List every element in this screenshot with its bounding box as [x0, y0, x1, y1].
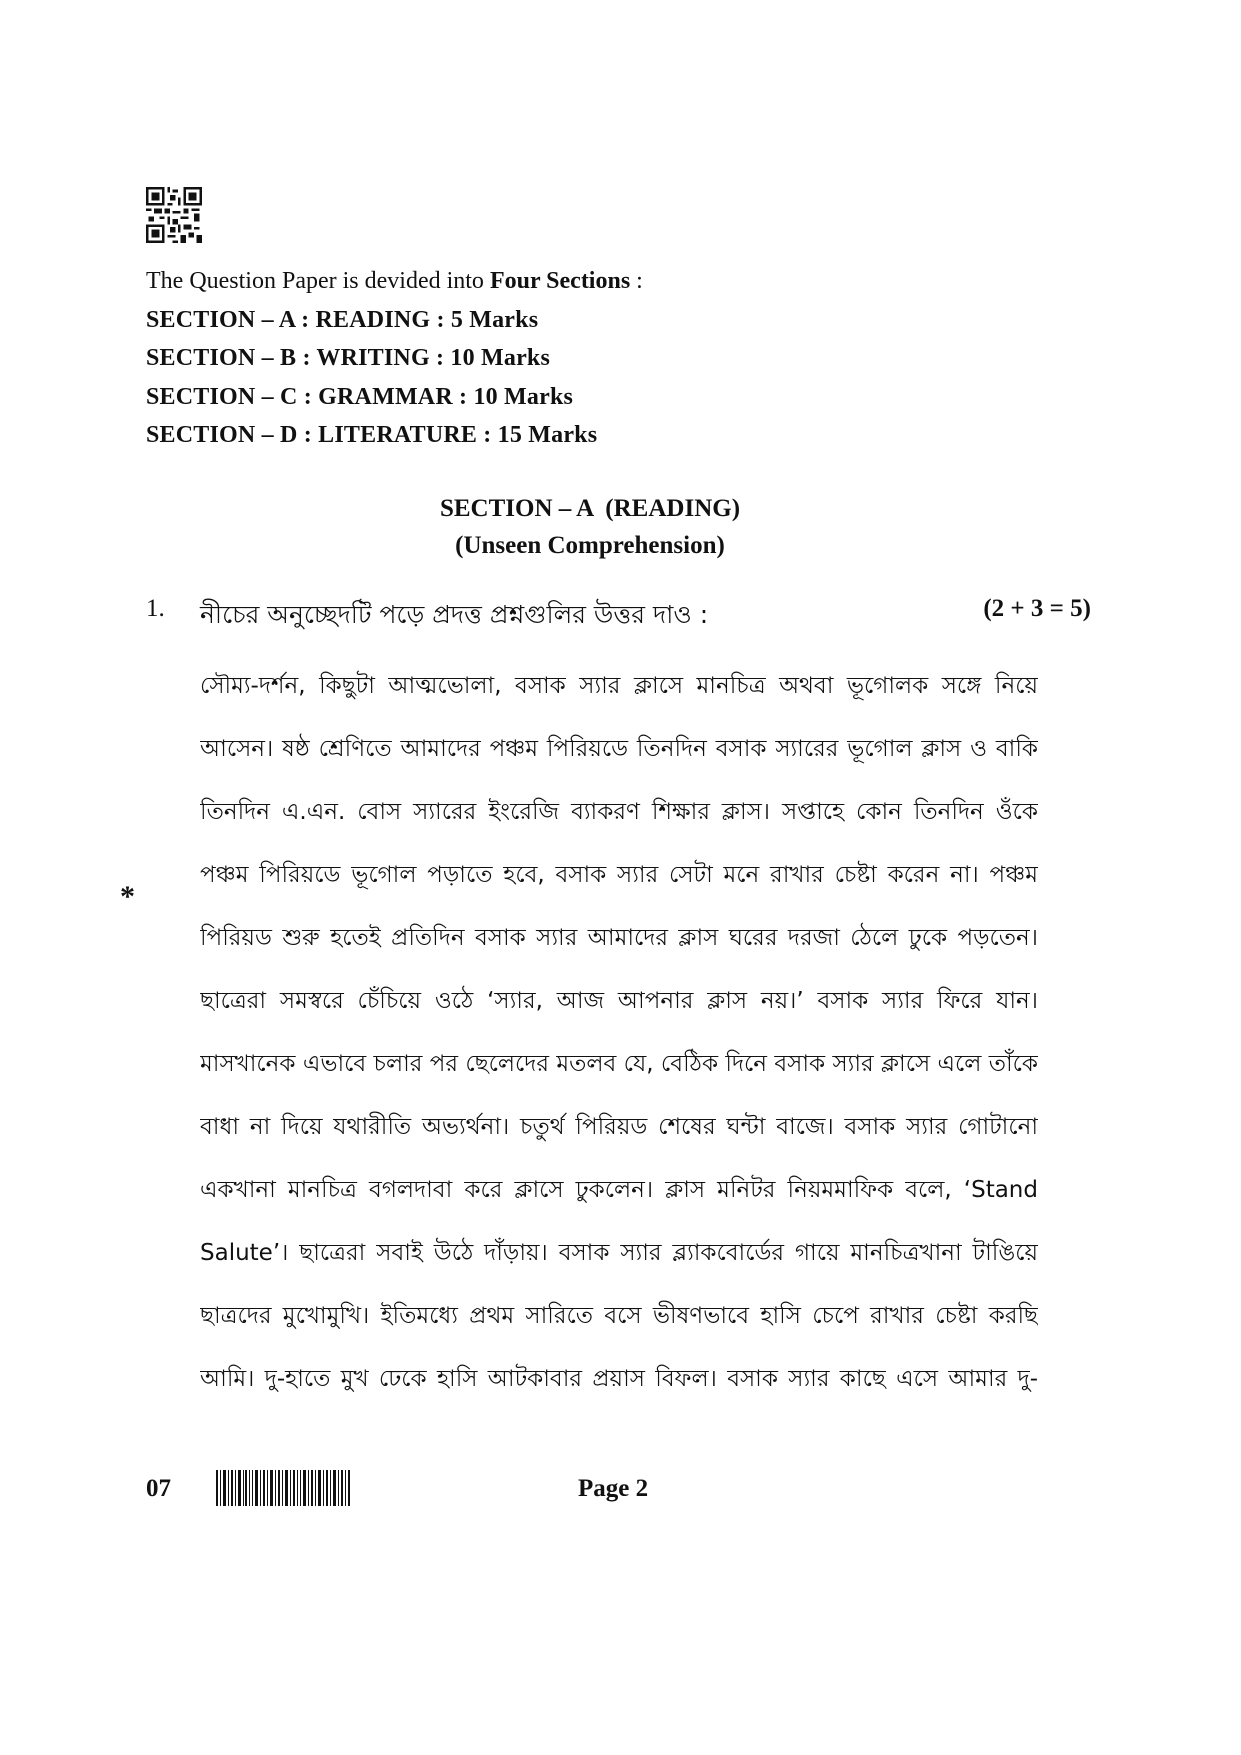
section-b-summary: SECTION – B : WRITING : 10 Marks [146, 345, 551, 371]
passage-line: পিরিয়ড শুরু হতেই প্রতিদিন বসাক স্যার আমাদের ক্লাস ঘরের দরজা ঠেলে ঢুকে পড়তেন। [200, 925, 1038, 951]
passage-line: একখানা মানচিত্র বগলদাবা করে ক্লাসে ঢুকলেন। ক্লাস মনিটর নিয়মমাফিক বলে, ‘Stand [200, 1177, 1038, 1203]
intro-text: The Question Paper is devided into [146, 268, 490, 294]
question-instruction: নীচের অনুচ্ছেদটি পড়ে প্রদত্ত প্রশ্নগুলির উত্তর দাও : [200, 600, 709, 629]
passage-line: তিনদিন এ.এন. বোস স্যারের ইংরেজি ব্যাকরণ শিক্ষার ক্লাস। সপ্তাহে কোন তিনদিন ওঁকে [200, 799, 1038, 825]
intro-suffix: : [630, 268, 643, 294]
passage-line: মাসখানেক এভাবে চলার পর ছেলেদের মতলব যে, বেঠিক দিনে বসাক স্যার ক্লাসে এলে তাঁকে [200, 1051, 1038, 1077]
passage-line: আমি। দু-হাতে মুখ ঢেকে হাসি আটকাবার প্রয়াস বিফল। বসাক স্যার কাছে এসে আমার দু- [200, 1366, 1038, 1392]
passage-line: সৌম্য-দর্শন, কিছুটা আত্মভোলা, বসাক স্যার ক্লাসে মানচিত্র অথবা ভূগোলক সঙ্গে নিয়ে [200, 673, 1038, 699]
section-overview [146, 262, 643, 455]
passage-line: আসেন। ষষ্ঠ শ্রেণিতে আমাদের পঞ্চম পিরিয়ডে তিনদিন বসাক স্যারের ভূগোল ক্লাস ও বাকি [200, 736, 1038, 762]
barcode-icon [216, 1470, 350, 1506]
section-title: SECTION – A (READING) [439, 495, 741, 522]
section-c-summary: SECTION – C : GRAMMAR : 10 Marks [146, 383, 574, 410]
qr-code-icon [146, 187, 202, 243]
passage-line: ছাত্রেরা সমস্বরে চেঁচিয়ে ওঠে ‘স্যার, আজ আপনার ক্লাস নয়।’ বসাক স্যার ফিরে যান। [200, 988, 1038, 1014]
section-heading [0, 490, 1180, 564]
question-marks: (2 + 3 = 5) [983, 595, 1091, 622]
section-subtitle: (Unseen Comprehension) [455, 532, 725, 559]
passage-line: পঞ্চম পিরিয়ডে ভূগোল পড়াতে হবে, বসাক স্যার সেটা মনে রাখার চেষ্টা করেন না। পঞ্চম [200, 862, 1038, 888]
intro-line [146, 262, 643, 301]
comprehension-passage [200, 665, 1038, 1421]
margin-asterisk: * [120, 880, 135, 913]
intro-bold-text: Four Sections [489, 268, 631, 294]
passage-line: ছাত্রদের মুখোমুখি। ইতিমধ্যে প্রথম সারিতে বসে ভীষণভাবে হাসি চেপে রাখার চেষ্টা করছি [200, 1303, 1038, 1329]
paper-code: 07 [146, 1475, 171, 1502]
passage-line: বাধা না দিয়ে যথারীতি অভ্যর্থনা। চতুর্থ পিরিয়ড শেষের ঘন্টা বাজে। বসাক স্যার গোটানো [200, 1114, 1038, 1140]
section-a-summary: SECTION – A : READING : 5 Marks [146, 306, 539, 333]
passage-line: Salute’। ছাত্রেরা সবাই উঠে দাঁড়ায়। বসাক স্যার ব্ল্যাকবোর্ডের গায়ে মানচিত্রখানা টাঙিয়ে [200, 1240, 1038, 1266]
page-number: Page 2 [578, 1475, 649, 1502]
section-d-summary: SECTION – D : LITERATURE : 15 Marks [146, 422, 598, 448]
question-number: 1. [146, 595, 165, 622]
